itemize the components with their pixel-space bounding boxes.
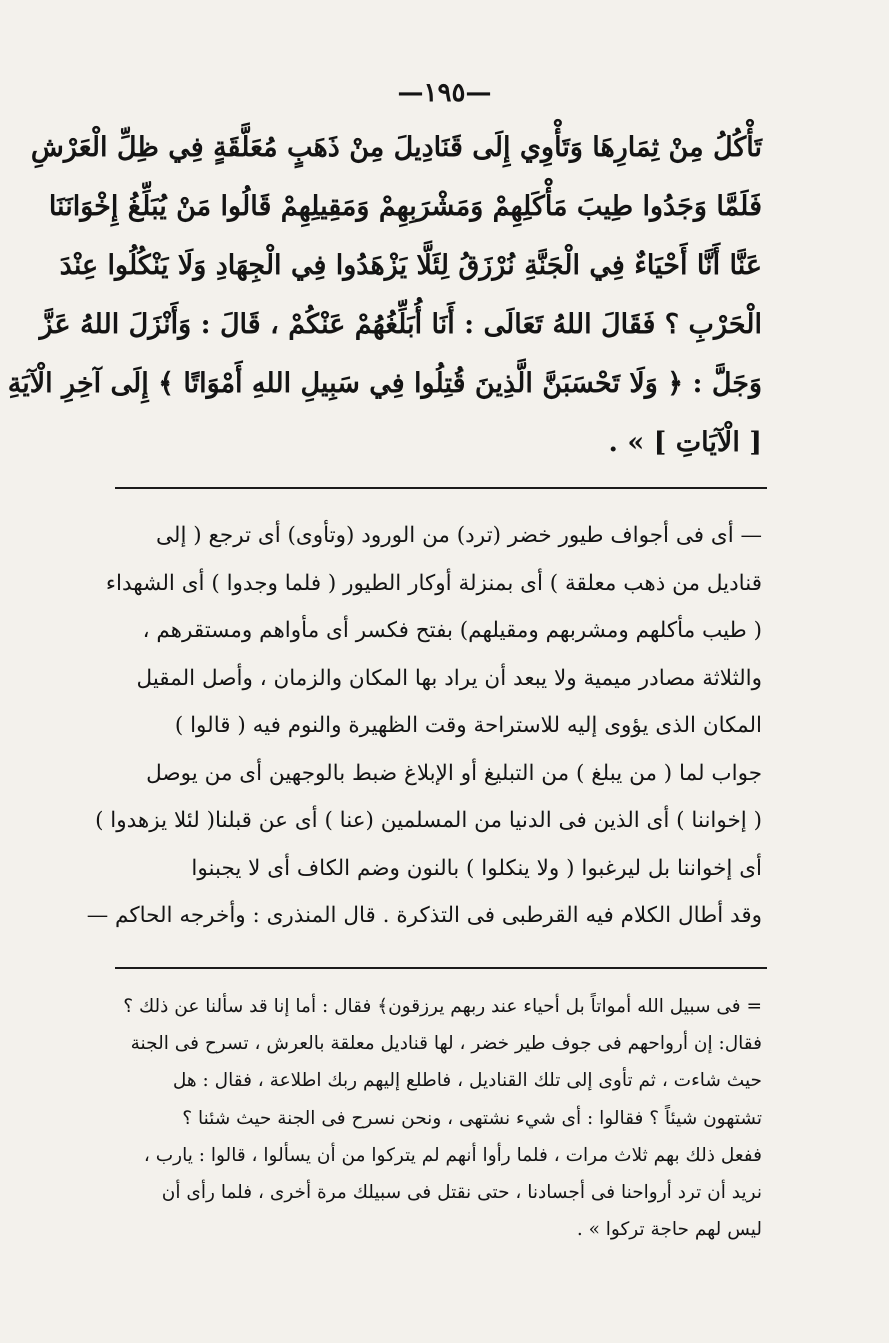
commentary-line: — أى فى أجواف طيور خضر (ترد) من الورود (وتأوى) أى ترجع ( إلى [155, 523, 762, 548]
commentary-line: وقد أطال الكلام فيه القرطبى فى التذكرة . قال المنذرى : وأخرجه الحاكم — [86, 903, 762, 928]
footnote-line: نريد أن ترد أرواحنا فى أجسادنا ، حتى نقتل فى سبيلك مرة أخرى ، فلما رأى أن [161, 1181, 762, 1203]
commentary-line: ( إخواننا ) أى الذين فى الدنيا من المسلمين (عنا ) أى عن قبلنا( لئلا يزهدوا ) [95, 808, 762, 833]
main-text-line: وَجَلَّ : ﴿ وَلَا تَحْسَبَنَّ الَّذِينَ قُتِلُوا فِي سَبِيلِ اللهِ أَمْوَاتًا ﴾ إِلَى آخِرِ الْآيَةِ [7, 368, 762, 399]
footnote-divider [115, 967, 767, 969]
footnote-line: = فى سبيل الله أمواتاً بل أحياء عند ربهم يرزقون﴾ فقال : أما إنا قد سألنا عن ذلك ؟ [123, 996, 762, 1017]
section-divider [115, 487, 767, 489]
footnote-line: تشتهون شيئاً ؟ فقالوا : أى شيء نشتهى ، ونحن نسرح فى الجنة حيث شئنا ؟ [182, 1107, 762, 1129]
commentary-line: أى إخواننا بل ليرغبوا ( ولا ينكلوا ) بالنون وضم الكاف أى لا يجبنوا [191, 855, 762, 881]
footnote-line: ليس لهم حاجة تركوا » . [576, 1219, 762, 1241]
main-text-line: فَلَمَّا وَجَدُوا طِيبَ مَأْكَلِهِمْ وَمَشْرَبِهِمْ وَمَقِيلِهِمْ قَالُوا مَنْ يُبَلِّغُ إِخْوَانَنَا [48, 191, 762, 222]
commentary-line: ( طيب مأكلهم ومشربهم ومقيلهم) بفتح فكسر أى مأواهم ومستقرهم ، [142, 618, 762, 643]
main-text-line: تَأْكُلُ مِنْ ثِمَارِهَا وَتَأْوِي إِلَى قَنَادِيلَ مِنْ ذَهَبٍ مُعَلَّقَةٍ فِي ظِلِّ الْعَرْشِ [30, 132, 762, 163]
footnote-text [106, 988, 762, 1248]
page-number: —١٩٥— [397, 78, 492, 108]
main-text-line: عَنَّا أَنَّا أَحْيَاءٌ فِي الْجَنَّةِ نُرْزَقُ لِئَلَّا يَزْهَدُوا فِي الْجِهَادِ وَلَا يَنْكُلُوا عِنْدَ [59, 250, 762, 281]
commentary-line: المكان الذى يؤوى إليه للاستراحة وقت الظهيرة والنوم فيه ( قالوا ) [174, 713, 762, 738]
footnote-line: ففعل ذلك بهم ثلاث مرات ، فلما رأوا أنهم لم يتركوا من أن يسألوا ، قالوا : يارب ، [143, 1144, 762, 1166]
hadith-main-text [7, 118, 762, 472]
main-text-line: [ الْآيَاتِ ] » . [608, 427, 762, 458]
footnote-line: فقال: إن أرواحهم فى جوف طير خضر ، لها قناديل معلقة بالعرش ، تسرح فى الجنة [130, 1033, 762, 1055]
commentary-text [86, 512, 762, 940]
commentary-line: قناديل من ذهب معلقة ) أى بمنزلة أوكار الطيور ( فلما وجدوا ) أى الشهداء [105, 570, 762, 596]
commentary-line: جواب لما ( من يبلغ ) من التبليغ أو الإبلاغ ضبط بالوجهين أى من يوصل [146, 760, 762, 786]
commentary-line: والثلاثة مصادر ميمية ولا يبعد أن يراد بها المكان والزمان ، وأصل المقيل [136, 665, 762, 691]
main-text-line: الْحَرْبِ ؟ فَقَالَ اللهُ تَعَالَى : أَنَا أُبَلِّغُهُمْ عَنْكُمْ ، قَالَ : وَأَنْزَلَ اللهُ عَزَّ [39, 309, 762, 340]
footnote-line: حيث شاءت ، ثم تأوى إلى تلك القناديل ، فاطلع إليهم ربك اطلاعة ، فقال : هل [172, 1070, 762, 1092]
